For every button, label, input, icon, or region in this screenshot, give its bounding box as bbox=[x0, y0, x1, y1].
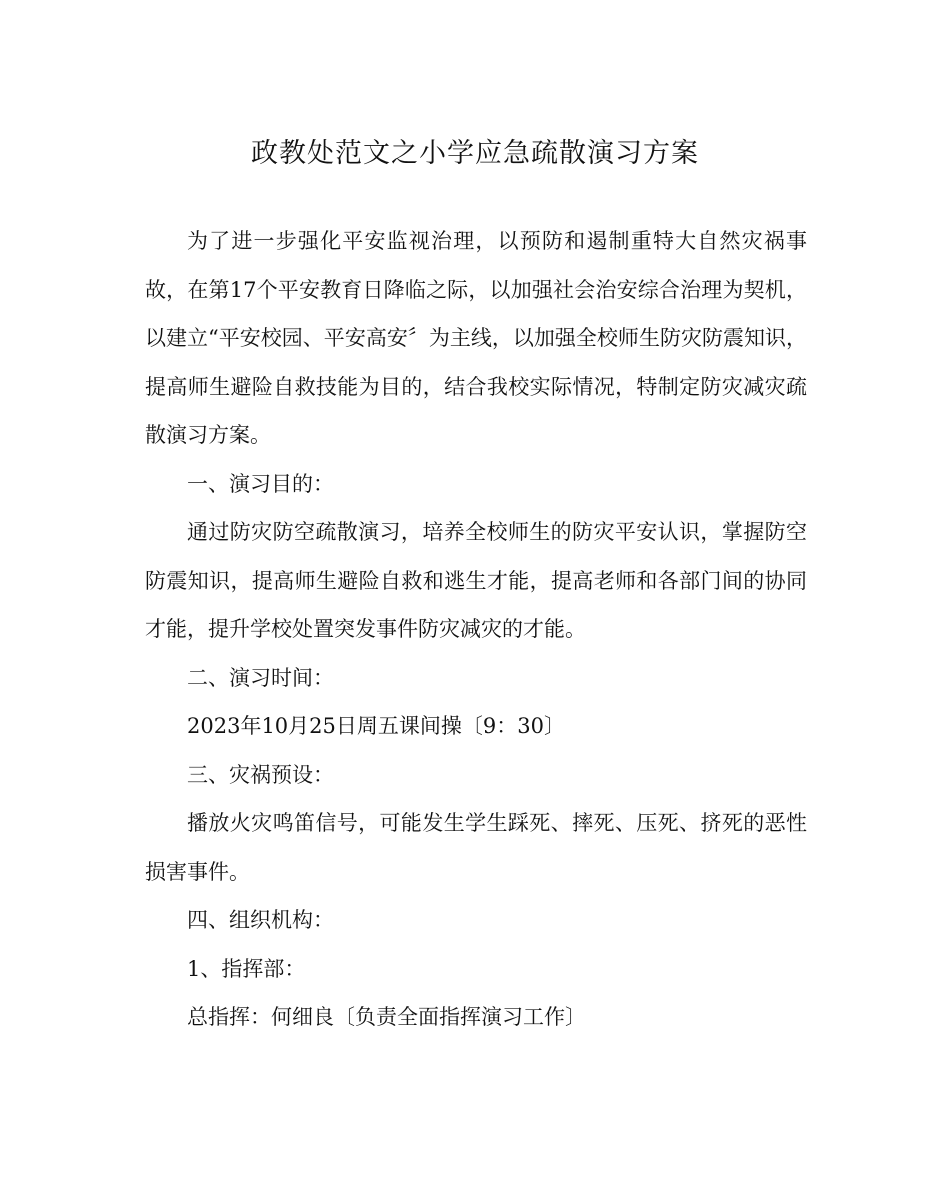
subsection-heading-command: 1、指挥部： bbox=[187, 956, 306, 981]
document-body bbox=[145, 217, 807, 1042]
page-title: 政教处范文之小学应急疏散演习方案 bbox=[251, 138, 699, 169]
intro-paragraph: 为了进一步强化平安监视治理，以预防和遏制重特大自然灾祸事故，在第17个平安教育日降临之际，以加强社会治安综合治理为契机，以建立“平安校园、平安高安〞为主线，以加强全校师生防灾防震知识，提高师生避险自救技能为目的，结合我校实际情况，特制定防灾减灾疏散演习方案。 bbox=[145, 229, 807, 447]
scenario-paragraph: 播放火灾鸣笛信号，可能发生学生踩死、摔死、压死、挤死的恶性损害事件。 bbox=[145, 811, 807, 884]
time-paragraph: 2023年10月25日周五课间操〔9：30〕 bbox=[187, 714, 565, 738]
section-heading-organization: 四、组织机构： bbox=[187, 908, 334, 932]
purpose-paragraph: 通过防灾防空疏散演习，培养全校师生的防灾平安认识，掌握防空防震知识，提高师生避险自救和逃生才能，提高老师和各部门间的协同才能，提升学校处置突发事件防灾减灾的才能。 bbox=[145, 520, 807, 641]
section-heading-time: 二、演习时间： bbox=[187, 665, 334, 690]
section-heading-scenario: 三、灾祸预设： bbox=[187, 762, 334, 787]
section-heading-purpose: 一、演习目的： bbox=[187, 471, 334, 496]
commander-paragraph: 总指挥：何细良〔负责全面指挥演习工作〕 bbox=[187, 1005, 586, 1029]
